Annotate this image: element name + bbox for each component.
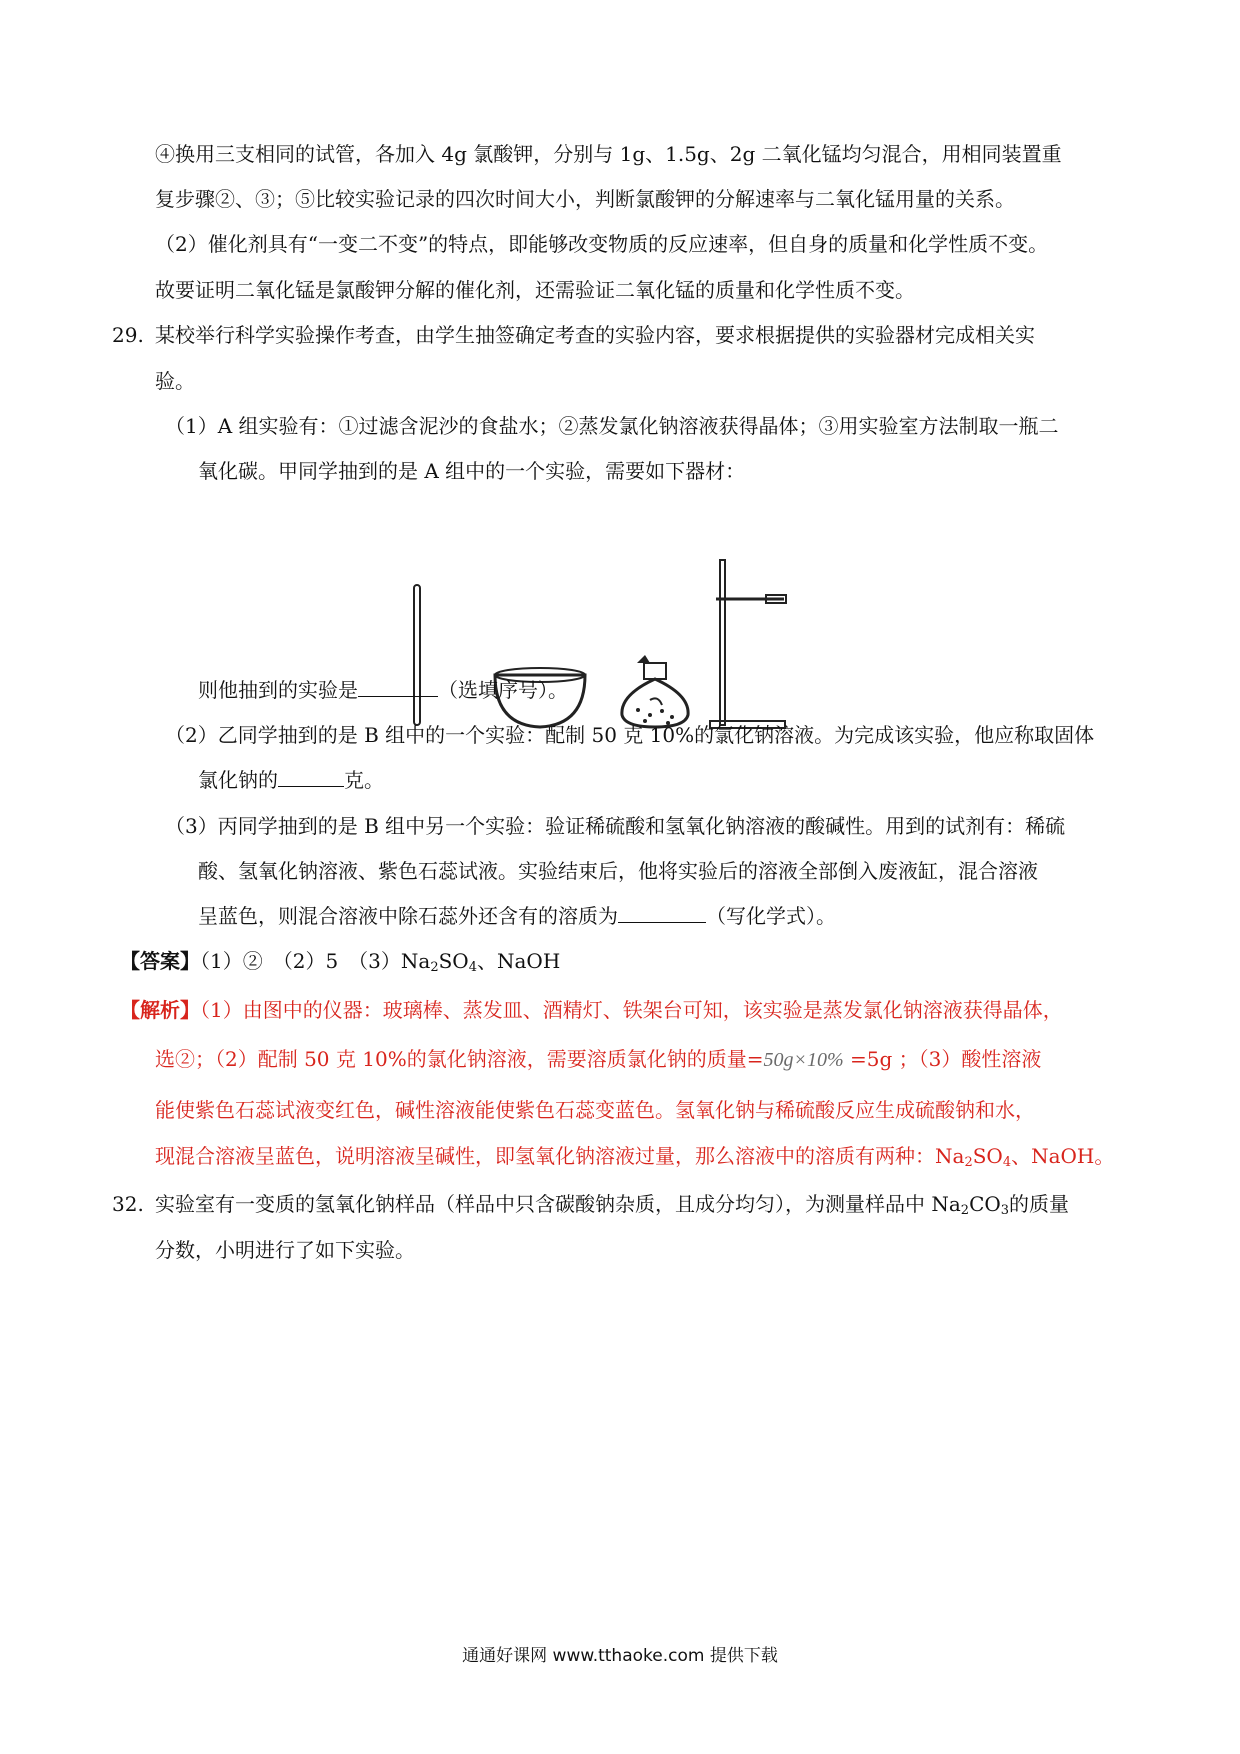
question-29-part3-line-3-before: 呈蓝色，则混合溶液中除石蕊外还含有的溶质为 [198,904,618,928]
analysis-label: 【解析】 [120,998,200,1022]
answer-blank-2[interactable] [278,766,344,787]
answer-text-c: 、NaOH [477,949,561,973]
answer-sub-2: 4 [468,960,477,975]
question-32-line-2: 分数，小明进行了如下实验。 [155,1238,415,1262]
analysis-line-1 [120,996,1063,1024]
answer-blank-1[interactable] [358,676,438,697]
question-29-part3-line-2: 酸、氢氧化钠溶液、紫色石蕊试液。实验结束后，他将实验后的溶液全部倒入废液缸，混合溶液 [198,859,1038,883]
analysis-equation: 50g×10% [763,1049,844,1071]
apparatus-figure [400,555,900,735]
question-32-line-1 [155,1190,1069,1218]
answer-line [120,947,560,975]
question-29-part1-line-2: 氧化碳。甲同学抽到的是 A 组中的一个实验，需要如下器材： [198,459,746,483]
analysis-line-1-text: （1）由图中的仪器：玻璃棒、蒸发皿、酒精灯、铁架台可知，该实验是蒸发氯化钠溶液获得晶体， [200,998,1063,1022]
question-29-part3-line-3 [198,902,836,930]
question-29-part2-line-2 [198,766,384,794]
glass-rod-icon [414,585,420,725]
analysis-line-4-after: 、NaOH。 [1011,1144,1115,1168]
question-29-part1-question-after: （选填序号）。 [438,678,568,702]
analysis-line-4-sub-1: 2 [964,1155,973,1170]
question-29-part3-line-1: （3）丙同学抽到的是 B 组中另一个实验：验证稀硫酸和氢氧化钠溶液的酸碱性。用到的试剂有：稀硫 [165,814,1066,838]
question-32-line-1-before: 实验室有一变质的氢氧化钠样品（样品中只含碳酸钠杂质，且成分均匀），为测量样品中 Na [155,1192,961,1216]
answer-sub-1: 2 [430,960,439,975]
analysis-line-2 [155,1045,1041,1074]
answer-text-b: SO [438,949,469,973]
catalyst-line-1: （2）催化剂具有“一变二不变”的特点，即能够改变物质的反应速率，但自身的质量和化学性质不变。 [155,232,1049,256]
step4-line-1: ④换用三支相同的试管，各加入 4g 氯酸钾，分别与 1g、1.5g、2g 二氧化锰均匀混合，用相同装置重 [155,142,1062,166]
answer-blank-3[interactable] [618,902,706,923]
analysis-line-4 [155,1142,1114,1170]
answer-text-a: （1）② （2）5 （3）Na [200,949,431,973]
question-29-part3-line-3-after: （写化学式）。 [706,904,836,928]
question-29-stem-line-2: 验。 [155,369,195,393]
question-29-number: 29. [112,323,144,347]
question-32-number: 32. [112,1192,144,1216]
question-29-part1-question-before: 则他抽到的实验是 [198,678,358,702]
analysis-line-2-after: =5g ；（3）酸性溶液 [843,1047,1042,1071]
alcohol-lamp-icon [622,655,688,727]
question-29-part2-line-1: （2）乙同学抽到的是 B 组中的一个实验：配制 50 克 10%的氯化钠溶液。为完成该实验，他应称取固体 [165,723,1095,747]
question-32-line-1-mid: CO [969,1192,1001,1216]
analysis-line-4-mid: SO [972,1144,1003,1168]
question-32-sub-1: 2 [960,1203,970,1218]
question-29-part2-line-2-after: 克。 [344,768,384,792]
iron-stand-icon [710,560,786,728]
page-footer: 通通好课网 www.tthaoke.com 提供下载 [462,1646,778,1666]
question-29-part1-question [198,676,568,704]
question-32-sub-2: 3 [1000,1203,1010,1218]
analysis-line-4-sub-2: 4 [1002,1155,1012,1170]
question-29-part1-line-1: （1）A 组实验有：①过滤含泥沙的食盐水；②蒸发氯化钠溶液获得晶体；③用实验室方法制取一瓶二 [165,414,1059,438]
answer-label: 【答案】 [120,949,200,973]
step4-line-2: 复步骤②、③；⑤比较实验记录的四次时间大小，判断氯酸钾的分解速率与二氧化锰用量的关系。 [155,187,1015,211]
question-32-line-1-after: 的质量 [1009,1192,1070,1216]
question-29-part2-line-2-before: 氯化钠的 [198,768,278,792]
analysis-line-2-before: 选②；（2）配制 50 克 10%的氯化钠溶液，需要溶质氯化钠的质量= [155,1047,764,1071]
catalyst-line-2: 故要证明二氧化锰是氯酸钾分解的催化剂，还需验证二氧化锰的质量和化学性质不变。 [155,278,915,302]
analysis-line-3: 能使紫色石蕊试液变红色，碱性溶液能使紫色石蕊变蓝色。氢氧化钠与稀硫酸反应生成硫酸钠和水， [155,1098,1035,1122]
question-29-stem-line-1: 某校举行科学实验操作考查，由学生抽签确定考查的实验内容，要求根据提供的实验器材完成相关实 [155,323,1035,347]
analysis-line-4-before: 现混合溶液呈蓝色，说明溶液呈碱性，即氢氧化钠溶液过量，那么溶液中的溶质有两种：Na [155,1144,965,1168]
